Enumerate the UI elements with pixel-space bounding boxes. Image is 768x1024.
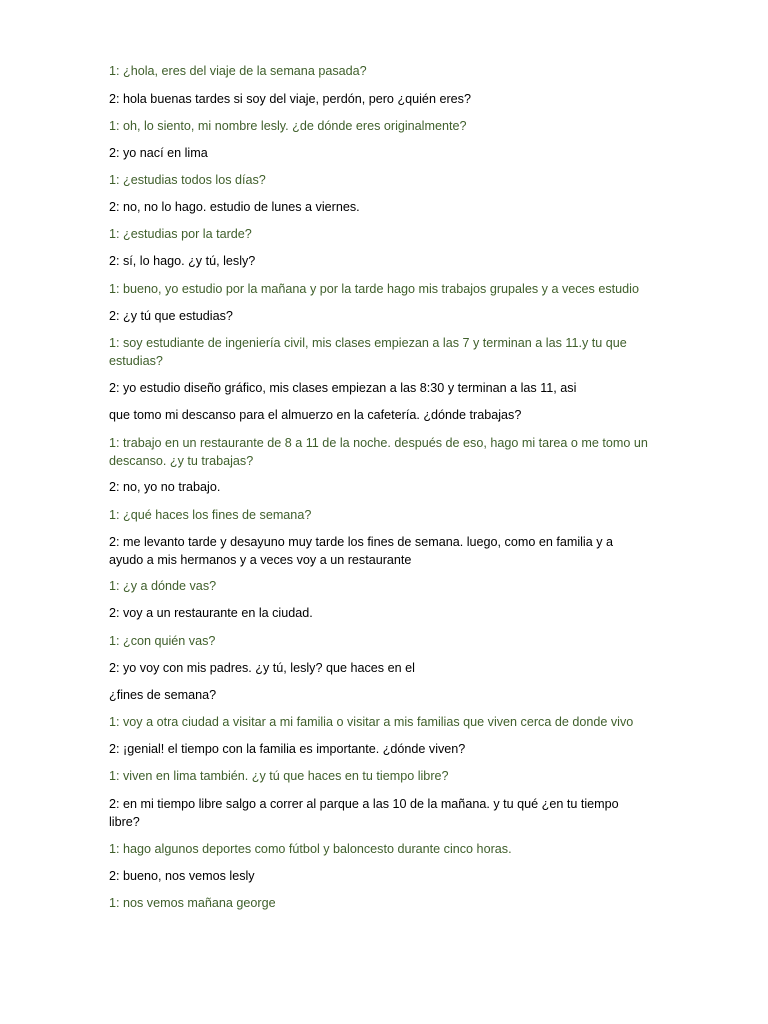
dialogue-line: 2: yo estudio diseño gráfico, mis clases empiezan a las 8:30 y terminan a las 11, asi	[109, 381, 577, 395]
dialogue-line: 1: viven en lima también. ¿y tú que haces en tu tiempo libre?	[109, 769, 449, 783]
dialogue-line: 2: me levanto tarde y desayuno muy tarde los fines de semana. luego, como en familia y a ayudo a mis hermanos y a veces voy a un restaurante	[109, 535, 614, 567]
dialogue-line: 2: bueno, nos vemos lesly	[109, 869, 255, 883]
dialogue-line: 1: hago algunos deportes como fútbol y baloncesto durante cinco horas.	[109, 842, 512, 856]
dialogue-line: 2: voy a un restaurante en la ciudad.	[109, 606, 313, 620]
dialogue-line: 1: ¿estudias todos los días?	[109, 173, 266, 187]
dialogue-line: 1: soy estudiante de ingeniería civil, mis clases empiezan a las 7 y terminan a las 11.y tu que estudias?	[109, 336, 627, 368]
dialogue-line: 2: yo nací en lima	[109, 146, 208, 160]
dialogue-line: 1: nos vemos mañana george	[109, 896, 276, 910]
dialogue-line: 2: en mi tiempo libre salgo a correr al parque a las 10 de la mañana. y tu qué ¿en tu tiempo libre?	[109, 797, 619, 829]
dialogue-line: 2: no, no lo hago. estudio de lunes a viernes.	[109, 200, 360, 214]
dialogue-line: 1: trabajo en un restaurante de 8 a 11 de la noche. después de eso, hago mi tarea o me tomo un descanso. ¿y tu trabajas?	[109, 436, 648, 468]
dialogue-line: 2: yo voy con mis padres. ¿y tú, lesly? que haces en el	[109, 661, 415, 675]
dialogue-line: 1: ¿qué haces los fines de semana?	[109, 508, 312, 522]
dialogue-line: ¿fines de semana?	[109, 688, 217, 702]
dialogue-line: 2: sí, lo hago. ¿y tú, lesly?	[109, 254, 256, 268]
dialogue-line: 2: hola buenas tardes si soy del viaje, perdón, pero ¿quién eres?	[109, 92, 471, 106]
dialogue-line: 2: ¡genial! el tiempo con la familia es importante. ¿dónde viven?	[109, 742, 466, 756]
dialogue-line: que tomo mi descanso para el almuerzo en la cafetería. ¿dónde trabajas?	[109, 408, 522, 422]
dialogue-line: 2: ¿y tú que estudias?	[109, 309, 233, 323]
dialogue-line: 1: oh, lo siento, mi nombre lesly. ¿de dónde eres originalmente?	[109, 119, 467, 133]
dialogue-line: 2: no, yo no trabajo.	[109, 480, 221, 494]
dialogue-line: 1: ¿hola, eres del viaje de la semana pasada?	[109, 64, 367, 78]
dialogue-line: 1: ¿con quién vas?	[109, 634, 216, 648]
dialogue-line: 1: ¿y a dónde vas?	[109, 579, 217, 593]
dialogue-line: 1: voy a otra ciudad a visitar a mi familia o visitar a mis familias que viven cerca de donde vivo	[109, 715, 634, 729]
dialogue-line: 1: ¿estudias por la tarde?	[109, 227, 252, 241]
dialogue-line: 1: bueno, yo estudio por la mañana y por la tarde hago mis trabajos grupales y a veces estudio	[109, 282, 639, 296]
